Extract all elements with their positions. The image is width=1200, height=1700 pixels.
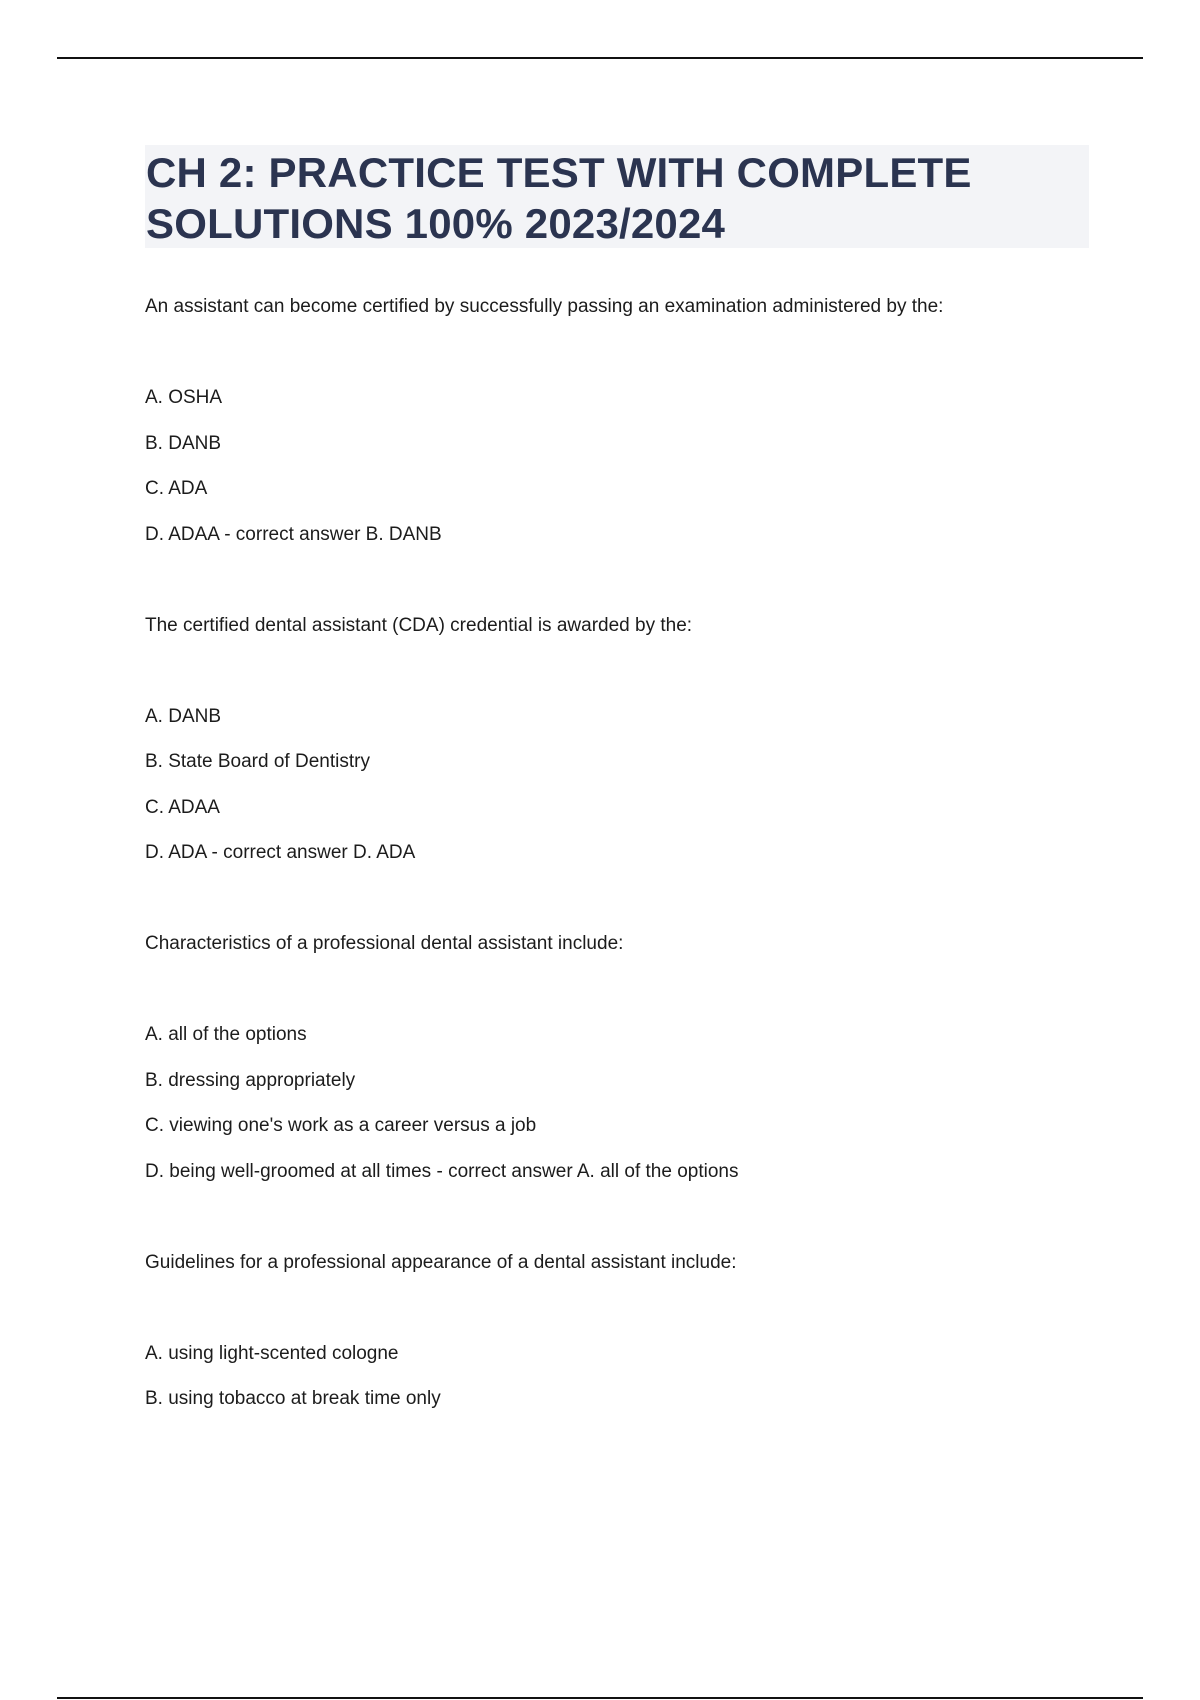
header-rule [57,57,1143,59]
question-4-option-b: B. using tobacco at break time only [145,1388,441,1409]
document-title: CH 2: PRACTICE TEST WITH COMPLETE SOLUTIONS 100% 2023/2024 [146,149,972,247]
question-1-option-c: C. ADA [145,478,208,499]
question-2-option-d-answer: D. ADA - correct answer D. ADA [145,842,416,863]
question-1-option-d-answer: D. ADAA - correct answer B. DANB [145,524,442,545]
question-2-option-b: B. State Board of Dentistry [145,751,370,772]
question-1-option-b: B. DANB [145,433,222,454]
question-2-text: The certified dental assistant (CDA) credential is awarded by the: [145,615,693,636]
question-1-option-a: A. OSHA [145,387,223,408]
question-2-option-a: A. DANB [145,706,222,727]
question-3-option-c: C. viewing one's work as a career versus a job [145,1115,537,1136]
question-4-text: Guidelines for a professional appearance of a dental assistant include: [145,1252,737,1273]
question-3-option-d-answer: D. being well-groomed at all times - correct answer A. all of the options [145,1161,739,1182]
question-2-option-c: C. ADAA [145,797,220,818]
question-4-option-a: A. using light-scented cologne [145,1343,399,1364]
question-3-option-b: B. dressing appropriately [145,1070,356,1091]
question-3-text: Characteristics of a professional dental assistant include: [145,933,624,954]
question-3-option-a: A. all of the options [145,1024,307,1045]
question-1-text: An assistant can become certified by successfully passing an examination administered by the: [145,296,944,317]
footer-rule [57,1697,1143,1699]
